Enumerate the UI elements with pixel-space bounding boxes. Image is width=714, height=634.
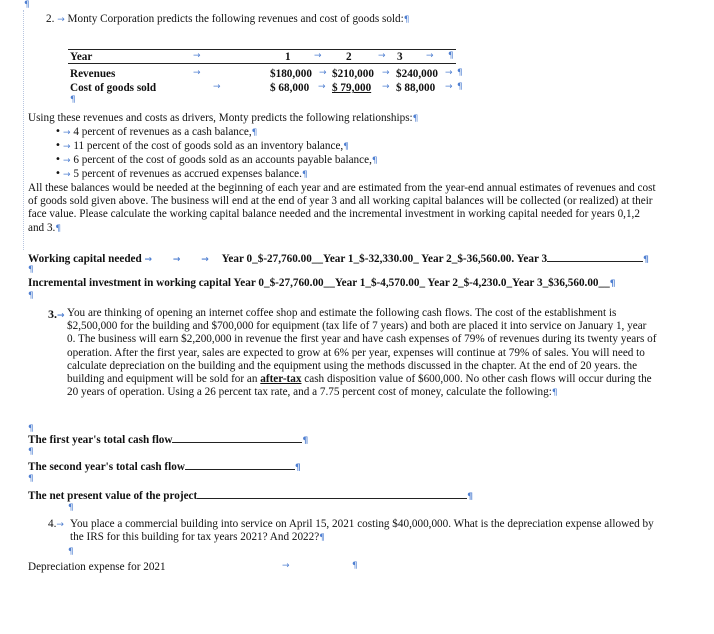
pilcrow-mark: ¶ — [68, 503, 74, 513]
q4-number-wrap — [48, 518, 64, 530]
tab-arrow: → — [63, 170, 71, 180]
pilcrow-mark: ¶ — [457, 82, 463, 92]
drivers-intro-text: Using these revenues and costs as drivers, Monty predicts the following relationships: — [28, 112, 413, 124]
q3-number-wrap — [48, 307, 65, 322]
pilcrow-mark: ¶ — [412, 114, 419, 124]
driver-bullet — [63, 140, 349, 152]
pilcrow-mark: ¶ — [352, 561, 358, 571]
pilcrow-mark: ¶ — [551, 388, 558, 399]
pilcrow-mark: ¶ — [301, 170, 308, 180]
bullet-text: 5 percent of revenues as accrued expenses balance. — [73, 168, 302, 180]
cogs-year-1: $ 68,000 — [270, 82, 310, 94]
bullet-dot: • — [55, 154, 61, 165]
incremental-investment-line — [28, 277, 615, 289]
driver-bullet — [63, 168, 308, 180]
dep-2021-label: Depreciation expense for 2021 — [28, 561, 166, 573]
tab-arrow: → — [193, 68, 201, 78]
bullet-text: 6 percent of the cost of goods sold as an accounts payable balance, — [73, 154, 372, 166]
tab-arrow: → — [201, 255, 209, 265]
working-capital-line — [28, 252, 649, 265]
wc-answer[interactable]: Year 0_$-27,760.00__Year 1_$-32,330.00_ Year 2_$-36,560.00. Year 3 — [221, 253, 548, 265]
revenue-year-2: $210,000 — [332, 68, 374, 80]
pilcrow-mark: ¶ — [448, 51, 454, 61]
tab-arrow: → — [213, 82, 221, 92]
npv-line — [28, 489, 473, 502]
year-3-header: 3 — [397, 51, 403, 63]
pilcrow-mark: ¶ — [55, 223, 62, 234]
tab-arrow: → — [282, 561, 290, 571]
inc-label: Incremental investment in working capital — [28, 277, 232, 289]
wc-label: Working capital needed — [28, 253, 142, 265]
pilcrow-mark: ¶ — [343, 142, 349, 152]
tab-arrow: → — [63, 156, 71, 166]
bullet-dot: • — [55, 140, 61, 151]
pilcrow-mark: ¶ — [457, 68, 463, 78]
tab-arrow: → — [445, 82, 453, 92]
pilcrow-mark: ¶ — [70, 95, 76, 105]
tab-arrow: → — [57, 15, 65, 25]
pilcrow-mark: ¶ — [28, 447, 34, 457]
tab-arrow: → — [378, 51, 386, 61]
table-top-rule — [68, 49, 456, 50]
tab-arrow: → — [426, 51, 434, 61]
q3-emphasis: after-tax — [260, 373, 302, 386]
tab-arrow: → — [57, 311, 65, 321]
tab-arrow: → — [144, 255, 153, 265]
inc-answer[interactable]: Year 0_$-27,760.00__Year 1_$-4,570.00_ Year 2_$-4,230.0_Year 3_$36,560.00__ — [233, 277, 610, 289]
pilcrow-mark: ¶ — [403, 15, 410, 25]
q3-text-part-2: cash disposition value of $600,000. No other cash flows will occur during the 20 years of operation. Using a 26 percent tax rate, and a 7.75 percent cost of money, calculate the following: — [67, 373, 652, 399]
first-year-cash-flow-line — [28, 433, 308, 446]
pilcrow-mark: ¶ — [609, 279, 616, 289]
driver-bullet — [63, 154, 378, 166]
tab-arrow: → — [63, 128, 71, 138]
revenue-year-1: $180,000 — [270, 68, 312, 80]
tab-arrow: → — [63, 142, 71, 152]
q4-number: 4. — [48, 518, 57, 530]
revenue-year-3: $240,000 — [396, 68, 438, 80]
q2-number: 2. — [46, 13, 55, 25]
first-cf-blank[interactable] — [172, 433, 302, 443]
bullet-dot: • — [55, 168, 61, 179]
q2-instructions — [28, 182, 658, 236]
second-cf-label: The second year's total cash flow — [28, 461, 185, 473]
npv-label: The net present value of the project — [28, 490, 198, 502]
tab-arrow: → — [172, 255, 181, 265]
pilcrow-mark: ¶ — [371, 156, 378, 166]
pilcrow-mark: ¶ — [319, 533, 325, 544]
q4-problem-text — [70, 518, 660, 545]
pilcrow-mark: ¶ — [643, 255, 649, 265]
year-1-header: 1 — [285, 51, 291, 63]
pilcrow-mark: ¶ — [28, 265, 34, 275]
q3-text-part-1: You are thinking of opening an internet coffee shop and estimate the following cash flows. The cost of the establishment is $2,500,000 for the building and $700,000 for equipment (tax life of 7 years) and both are placed it into service on January 1, year 0. The business will earn $2,200,000 in revenue the first year and have cash expenses of 79% of revenues during its twenty years of operation. After the first year, sales are expected to grow at 6% per year, expenses will continue at 79% of sales. You will need to calculate depreciation on the building and the equipment using the methods discussed in the chapter. At the end of 20 years. the building and equipment will be sold for an — [67, 307, 657, 386]
row-label-revenues: Revenues — [70, 68, 116, 80]
pilcrow-mark: ¶ — [28, 474, 34, 484]
tab-arrow: → — [319, 68, 327, 78]
pilcrow-mark: ¶ — [467, 492, 473, 502]
npv-blank[interactable] — [197, 489, 467, 499]
cogs-year-3: $ 88,000 — [396, 82, 436, 94]
pilcrow-mark: ¶ — [251, 128, 258, 138]
pilcrow-mark: ¶ — [302, 436, 309, 446]
margin-guide — [23, 10, 24, 250]
drivers-intro — [28, 112, 418, 124]
cogs-year-2: $ 79,000 — [332, 82, 372, 94]
second-cf-blank[interactable] — [185, 460, 295, 470]
row-label-cogs: Cost of goods sold — [70, 82, 157, 94]
tab-arrow: → — [318, 82, 326, 92]
q2-heading — [46, 13, 409, 25]
q2-instructions-text: All these balances would be needed at the beginning of each year and are estimated from the year-end annual estimates of revenues and cost of goods sold given above. The business will end at the end of year 3 and all working capital balances will be collected (or realized) at their face value. Please calculate the working capital balance needed and the incremental investment in working capital needed for years 0,1,2 and 3. — [28, 182, 656, 234]
tab-arrow: → — [193, 51, 201, 61]
bullet-dot: • — [55, 126, 61, 137]
tab-arrow: → — [445, 68, 453, 78]
tab-arrow: → — [382, 68, 390, 78]
table-header-year: Year — [70, 51, 93, 63]
driver-bullet — [63, 126, 257, 138]
q3-problem-text — [67, 307, 657, 400]
pilcrow-mark: ¶ — [294, 463, 301, 473]
tab-arrow: → — [56, 520, 64, 530]
first-cf-label: The first year's total cash flow — [28, 434, 173, 446]
pilcrow-mark: ¶ — [28, 424, 34, 434]
pilcrow-mark: ¶ — [28, 291, 34, 301]
bullet-text: 4 percent of revenues as a cash balance, — [73, 126, 252, 138]
table-header-rule — [68, 63, 456, 64]
answer-blank[interactable] — [547, 252, 643, 262]
year-2-header: 2 — [346, 51, 352, 63]
q4-text: You place a commercial building into service on April 15, 2021 costing $40,000,000. What is the depreciation expense allowed by the IRS for this building for tax years 2021? And 2022? — [70, 518, 654, 544]
depreciation-2021-line — [28, 561, 166, 573]
bullet-text: 11 percent of the cost of goods sold as an inventory balance, — [73, 140, 344, 152]
pilcrow-mark: ¶ — [24, 0, 30, 10]
second-year-cash-flow-line — [28, 460, 301, 473]
q3-number: 3. — [48, 307, 57, 321]
pilcrow-mark: ¶ — [68, 547, 74, 557]
tab-arrow: → — [314, 51, 322, 61]
tab-arrow: → — [382, 82, 390, 92]
q2-intro: Monty Corporation predicts the following revenues and cost of goods sold: — [67, 13, 404, 25]
